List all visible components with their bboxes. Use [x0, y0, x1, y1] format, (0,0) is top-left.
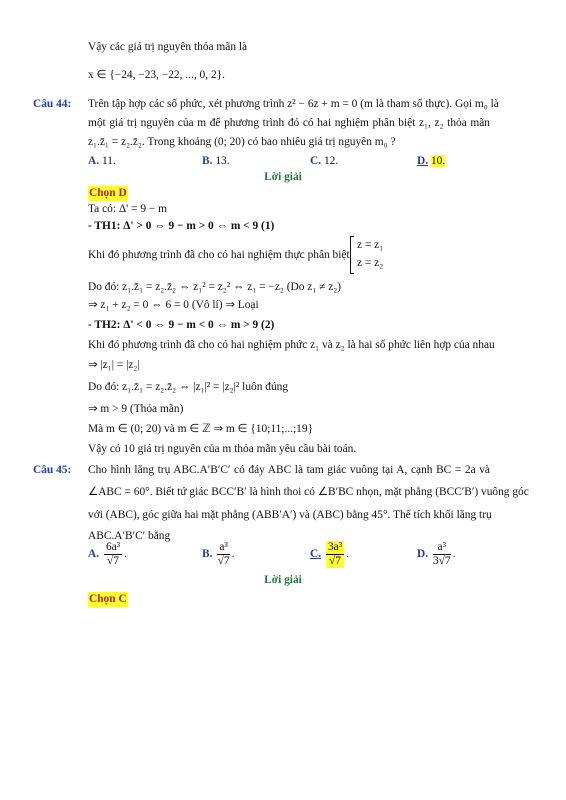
q44-step-11: Mà m ∈ (0; 20) và m ∈ ℤ ⇒ m ∈ {10;11;...;19} [88, 423, 314, 435]
q45-option-d-fraction [433, 541, 451, 568]
q44-step-8: ⇒ |z₁| = |z₂| [88, 359, 140, 371]
q44-step-2: - TH1: Δ' > 0 ⇔ 9 − m > 0 ⇔ m < 9 (1) [88, 220, 275, 232]
q45-option-d-numerator: a³ [433, 541, 451, 555]
q44-solution-title: Lời giải [264, 171, 302, 183]
q44-system-row-2: z = z₂ [357, 257, 384, 269]
intro-set: x ∈ {−24, −23, −22, ..., 0, 2}. [88, 69, 225, 81]
q44-system-row-1: z = z₁ [357, 239, 384, 251]
q45-choice: Chọn C [89, 593, 127, 605]
q44-choice: Chọn D [89, 187, 127, 199]
q44-step-5: ⇒ z₁ + z₂ = 0 ⇔ 6 = 0 (Vô lí) ⇒ Loại [88, 299, 259, 311]
q44-step-1: Ta có: Δ' = 9 − m [88, 203, 167, 215]
q45-line2: ∠ABC = 60°. Biết tứ giác BCC′B′ là hình thoi có ∠B′BC nhọn, mặt phẳng (BCC′B′) vuông góc [88, 486, 529, 498]
q45-option-b-denominator: √7 [217, 555, 230, 567]
q45-option-c-letter: C. [310, 548, 322, 561]
q44-line2: một giá trị nguyên của m để phương trình đó có hai nghiệm phân biệt z₁, z₂ thỏa mãn [88, 117, 490, 129]
q45-line1: Cho hình lăng trụ ABC.A′B′C′ có đáy ABC là tam giác vuông tại A, cạnh BC = 2a và [88, 464, 490, 476]
q45-option-b[interactable] [202, 541, 235, 568]
q44-option-a-text: 11. [101, 155, 116, 167]
q45-option-a[interactable] [88, 541, 127, 568]
q44-option-a[interactable] [88, 154, 116, 169]
q44-step-12: Vậy có 10 giá trị nguyên của m thỏa mãn yêu cầu bài toán. [88, 443, 357, 455]
q44-step-10: ⇒ m > 9 (Thỏa mãn) [88, 403, 184, 415]
q45-option-c-fraction [326, 541, 344, 568]
q44-option-b-text: 13. [215, 155, 230, 167]
q45-option-d-letter: D. [417, 548, 429, 561]
intro-conclusion: Vậy các giá trị nguyên thỏa mãn là [88, 41, 248, 53]
q44-step-3: Khi đó phương trình đã cho có hai nghiệm thực phân biệt [88, 249, 350, 261]
q45-option-a-numerator: 6a³ [105, 541, 121, 553]
q44-option-b[interactable] [202, 154, 230, 169]
q44-option-b-letter: B. [202, 155, 213, 167]
q44-step-6: - TH2: Δ' < 0 ⇔ 9 − m < 0 ⇔ m > 9 (2) [88, 319, 275, 331]
q44-option-c-text: 12. [323, 155, 339, 167]
q44-step-7: Khi đó phương trình đã cho có hai nghiệm phức z₁ và z₂ là hai số phức liên hợp của nhau [88, 339, 495, 351]
q45-option-c-denominator: √7 [329, 555, 341, 567]
q44-system-brace [350, 236, 354, 274]
q45-option-c-tail: . [346, 548, 349, 561]
q45-option-a-denominator: √7 [107, 555, 119, 567]
q45-option-b-tail: . [231, 548, 235, 561]
q44-option-c-letter: C. [310, 155, 322, 167]
q45-option-c[interactable] [310, 541, 349, 568]
q45-option-a-tail: . [124, 548, 127, 561]
q45-line4: ABC.A′B′C′ bằng [88, 530, 171, 542]
q44-option-d[interactable] [417, 154, 445, 169]
q45-option-b-fraction [217, 541, 229, 568]
q44-option-d-text: 10. [430, 155, 446, 167]
q45-option-b-numerator: a³ [219, 541, 228, 553]
q45-label: Câu 45: [33, 464, 72, 476]
q45-option-d-tail: . [452, 548, 456, 561]
q45-option-a-fraction [104, 541, 122, 568]
q44-label: Câu 44: [33, 98, 72, 110]
q45-option-d[interactable] [417, 541, 455, 568]
q45-option-a-letter: A. [88, 548, 100, 561]
q45-line3: với (ABC), góc giữa hai mặt phẳng (ABB′A′) và (ABC) bằng 45°. Thể tích khối lăng trụ [88, 509, 492, 521]
q44-option-c[interactable] [310, 154, 338, 169]
q45-solution-title: Lời giải [264, 574, 302, 586]
q44-option-d-letter: D. [417, 155, 429, 167]
q44-option-a-letter: A. [88, 155, 100, 167]
q44-line3: z₁.z̄₁ = z₂.z̄₂. Trong khoảng (0; 20) có bao nhiêu giá trị nguyên m₀ ? [88, 136, 396, 148]
q45-option-c-numerator: 3a³ [327, 541, 343, 553]
q44-line1: Trên tập hợp các số phức, xét phương trình z² − 6z + m = 0 (m là tham số thực). Gọi m₀ là [88, 98, 499, 110]
q45-option-d-denominator: 3√7 [432, 555, 451, 567]
q44-step-4: Do đó: z₁.z̄₁ = z₂.z̄₂ ⇔ z₁² = z₂² ⇔ z₁ = −z₂ (Do z₁ ≠ z₂) [88, 281, 342, 293]
q44-step-9: Do đó: z₁.z̄₁ = z₂.z̄₂ ⇔ |z₁|² = |z₂|² luôn đúng [88, 381, 289, 393]
q45-option-b-letter: B. [202, 548, 213, 561]
